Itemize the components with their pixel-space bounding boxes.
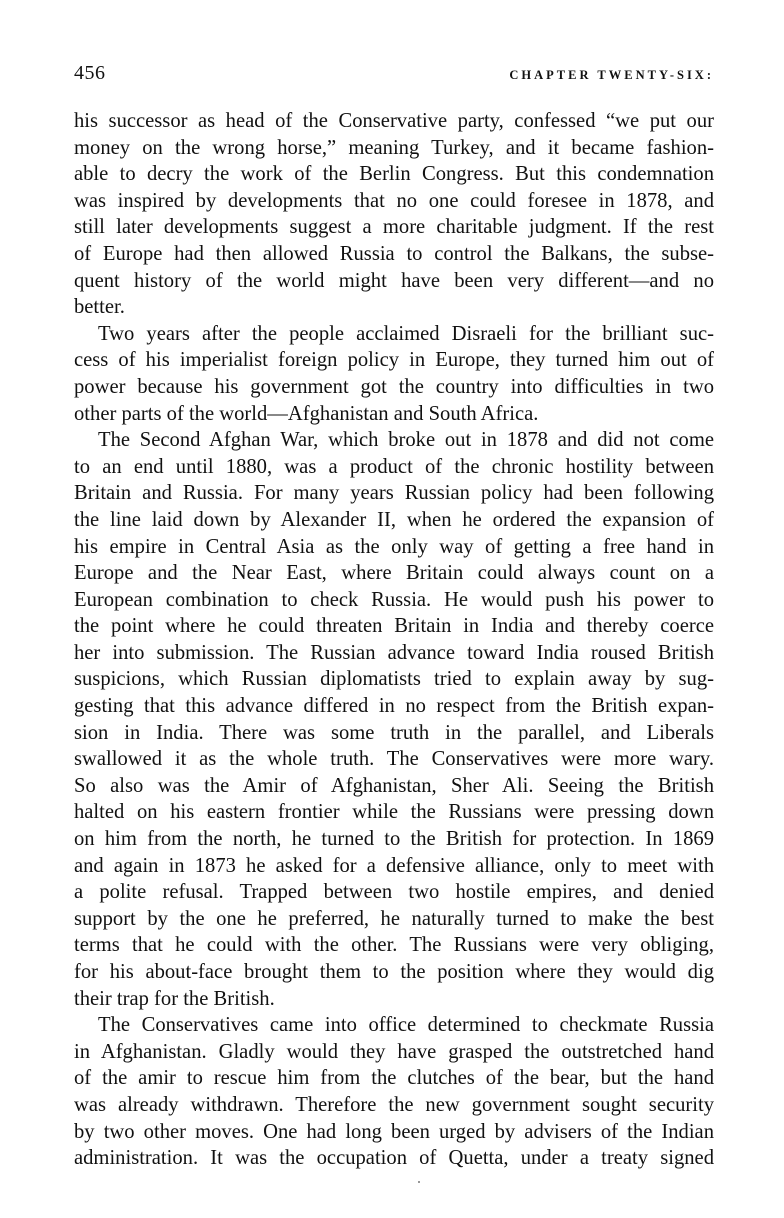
text-line: of Europe had then allowed Russia to control the Balkans, the subse- xyxy=(74,242,714,265)
text-line: money on the wrong horse,” meaning Turkey, and it became fashion- xyxy=(74,136,714,159)
text-line: his successor as head of the Conservative party, confessed “we put our xyxy=(74,110,714,132)
paragraph xyxy=(74,321,714,427)
text-line: the point where he could threaten Britain in India and thereby coerce xyxy=(74,615,714,638)
text-line: the line laid down by Alexander II, when he ordered the expansion of xyxy=(74,508,714,531)
text-line: halted on his eastern frontier while the Russians were pressing down xyxy=(74,801,714,824)
paragraph xyxy=(74,108,714,321)
text-line: European combination to check Russia. He would push his power to xyxy=(74,588,714,611)
text-line: terms that he could with the other. The Russians were very obliging, xyxy=(74,934,714,957)
text-line: sion in India. There was some truth in the parallel, and Liberals xyxy=(74,721,714,744)
paragraph xyxy=(74,1012,714,1172)
text-line: and again in 1873 he asked for a defensive alliance, only to meet with xyxy=(74,854,714,877)
text-line: able to decry the work of the Berlin Congress. But this condemnation xyxy=(74,163,714,186)
text-line: was inspired by developments that no one could foresee in 1878, and xyxy=(74,189,714,212)
text-line: Europe and the Near East, where Britain could always count on a xyxy=(74,562,714,585)
text-line: in Afghanistan. Gladly would they have grasped the outstretched hand xyxy=(74,1040,714,1063)
text-line: So also was the Amir of Afghanistan, Sher Ali. Seeing the British xyxy=(74,774,714,797)
text-line: The Second Afghan War, which broke out in 1878 and did not come xyxy=(98,429,714,452)
running-head xyxy=(74,62,714,96)
text-line: cess of his imperialist foreign policy in Europe, they turned him out of xyxy=(74,349,714,372)
text-line: Britain and Russia. For many years Russian policy had been following xyxy=(74,482,714,505)
text-line: quent history of the world might have been very different—and no xyxy=(74,269,714,292)
text-line: a polite refusal. Trapped between two hostile empires, and denied xyxy=(74,881,714,904)
page-speck xyxy=(418,1181,420,1183)
body-text xyxy=(74,108,714,1172)
text-line: administration. It was the occupation of Quetta, under a treaty signed xyxy=(74,1147,714,1170)
text-line: gesting that this advance differed in no respect from the British expan- xyxy=(74,695,714,718)
text-line: was already withdrawn. Therefore the new government sought security xyxy=(74,1093,714,1116)
text-line: suspicions, which Russian diplomatists tried to explain away by sug- xyxy=(74,668,714,691)
text-line: by two other moves. One had long been urged by advisers of the Indian xyxy=(74,1120,714,1143)
text-line: still later developments suggest a more charitable judgment. If the rest xyxy=(74,216,714,239)
text-line: Two years after the people acclaimed Disraeli for the brilliant suc- xyxy=(98,322,714,345)
text-line: his empire in Central Asia as the only way of getting a free hand in xyxy=(74,535,714,558)
text-line: support by the one he preferred, he naturally turned to make the best xyxy=(74,907,714,930)
text-line: on him from the north, he turned to the British for protection. In 1869 xyxy=(74,828,714,851)
text-line: power because his government got the country into difficulties in two xyxy=(74,375,714,398)
text-line: to an end until 1880, was a product of the chronic hostility between xyxy=(74,455,714,478)
text-line: her into submission. The Russian advance toward India roused British xyxy=(74,641,714,664)
text-line: The Conservatives came into office determined to checkmate Russia xyxy=(98,1014,714,1037)
text-line: better. xyxy=(74,296,125,319)
text-line: of the amir to rescue him from the clutches of the bear, but the hand xyxy=(74,1067,714,1090)
text-line: their trap for the British. xyxy=(74,987,275,1010)
chapter-heading: CHAPTER TWENTY-SIX: xyxy=(509,68,714,82)
paragraph xyxy=(74,427,714,1012)
page-number: 456 xyxy=(74,62,106,84)
book-page xyxy=(74,62,714,1172)
text-line: for his about-face brought them to the position where they would dig xyxy=(74,961,714,983)
text-line: swallowed it as the whole truth. The Conservatives were more wary. xyxy=(74,748,714,771)
text-line: other parts of the world—Afghanistan and South Africa. xyxy=(74,402,539,425)
